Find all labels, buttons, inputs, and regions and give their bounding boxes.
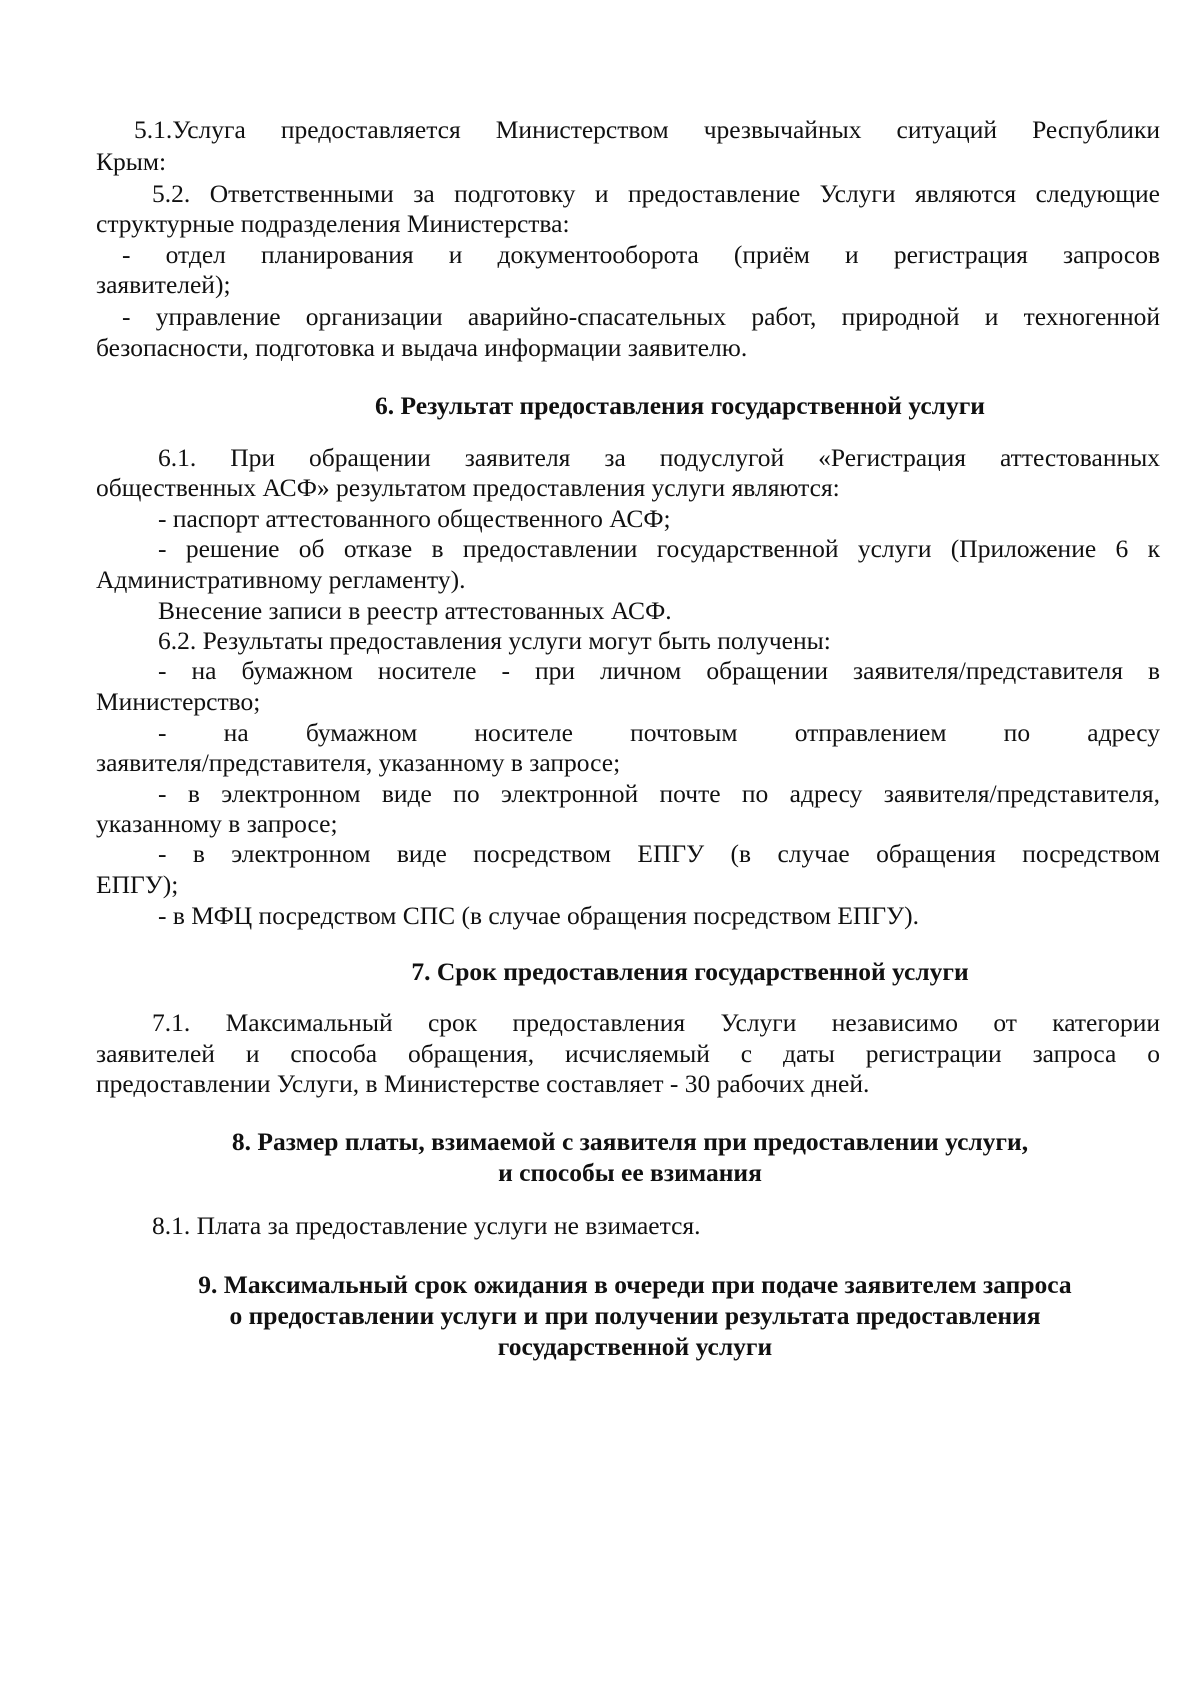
paragraph-registry-entry: Внесение записи в реестр аттестованных АСФ. [158, 596, 672, 625]
list-item-refusal-line-2: Административному регламенту). [96, 565, 466, 594]
section-8-heading-line-2: и способы ее взимания [498, 1158, 762, 1187]
list-item-rescue-dept-line-2: безопасности, подготовка и выдача информации заявителю. [96, 333, 748, 362]
list-item-paper-mail-line-1: - на бумажном носителе почтовым отправлением по адресу [158, 718, 1160, 747]
section-9-heading-line-1: 9. Максимальный срок ожидания в очереди при подаче заявителем запроса [198, 1270, 1072, 1299]
paragraph-5-1-line-2: Крым: [96, 147, 167, 176]
paragraph-7-1-line-1: 7.1. Максимальный срок предоставления Услуги независимо от категории [152, 1008, 1160, 1037]
section-9-heading-line-2: о предоставлении услуги и при получении результата предоставления [229, 1301, 1041, 1330]
list-item-rescue-dept-line-1: - управление организации аварийно-спасательных работ, природной и техногенной [122, 302, 1160, 331]
section-9-heading-line-3: государственной услуги [497, 1332, 773, 1361]
section-7-heading: 7. Срок предоставления государственной услуги [411, 957, 969, 986]
list-item-paper-personal-line-1: - на бумажном носителе - при личном обращении заявителя/представителя в [158, 656, 1160, 685]
paragraph-7-1-line-3: предоставлении Услуги, в Министерстве составляет - 30 рабочих дней. [96, 1069, 870, 1098]
list-item-refusal-line-1: - решение об отказе в предоставлении государственной услуги (Приложение 6 к [158, 534, 1160, 563]
list-item-mfc: - в МФЦ посредством СПС (в случае обращения посредством ЕПГУ). [158, 901, 920, 930]
list-item-email-line-1: - в электронном виде по электронной почте по адресу заявителя/представителя, [158, 779, 1160, 808]
paragraph-8-1: 8.1. Плата за предоставление услуги не взимается. [152, 1211, 701, 1240]
paragraph-5-2-line-1: 5.2. Ответственными за подготовку и предоставление Услуги являются следующие [152, 179, 1160, 208]
section-8-heading-line-1: 8. Размер платы, взимаемой с заявителя при предоставлении услуги, [231, 1127, 1029, 1156]
paragraph-6-1-line-1: 6.1. При обращении заявителя за подуслугой «Регистрация аттестованных [158, 443, 1160, 472]
list-item-passport: - паспорт аттестованного общественного АСФ; [158, 504, 671, 533]
paragraph-7-1-line-2: заявителей и способа обращения, исчисляемый с даты регистрации запроса о [96, 1039, 1160, 1068]
list-item-epgu-line-2: ЕПГУ); [96, 870, 179, 899]
paragraph-5-1-line-1: 5.1.Услуга предоставляется Министерством чрезвычайных ситуаций Республики [134, 115, 1160, 144]
list-item-planning-dept-line-2: заявителей); [96, 270, 231, 299]
list-item-paper-mail-line-2: заявителя/представителя, указанному в запросе; [96, 748, 621, 777]
list-item-planning-dept-line-1: - отдел планирования и документооборота (приём и регистрация запросов [122, 240, 1160, 269]
paragraph-6-1-line-2: общественных АСФ» результатом предоставления услуги являются: [96, 473, 840, 502]
list-item-email-line-2: указанному в запросе; [96, 809, 338, 838]
list-item-epgu-line-1: - в электронном виде посредством ЕПГУ (в случае обращения посредством [158, 839, 1160, 868]
paragraph-6-2: 6.2. Результаты предоставления услуги могут быть получены: [158, 626, 831, 655]
paragraph-5-2-line-2: структурные подразделения Министерства: [96, 209, 570, 238]
section-6-heading: 6. Результат предоставления государственной услуги [375, 391, 985, 420]
list-item-paper-personal-line-2: Министерство; [96, 687, 261, 716]
